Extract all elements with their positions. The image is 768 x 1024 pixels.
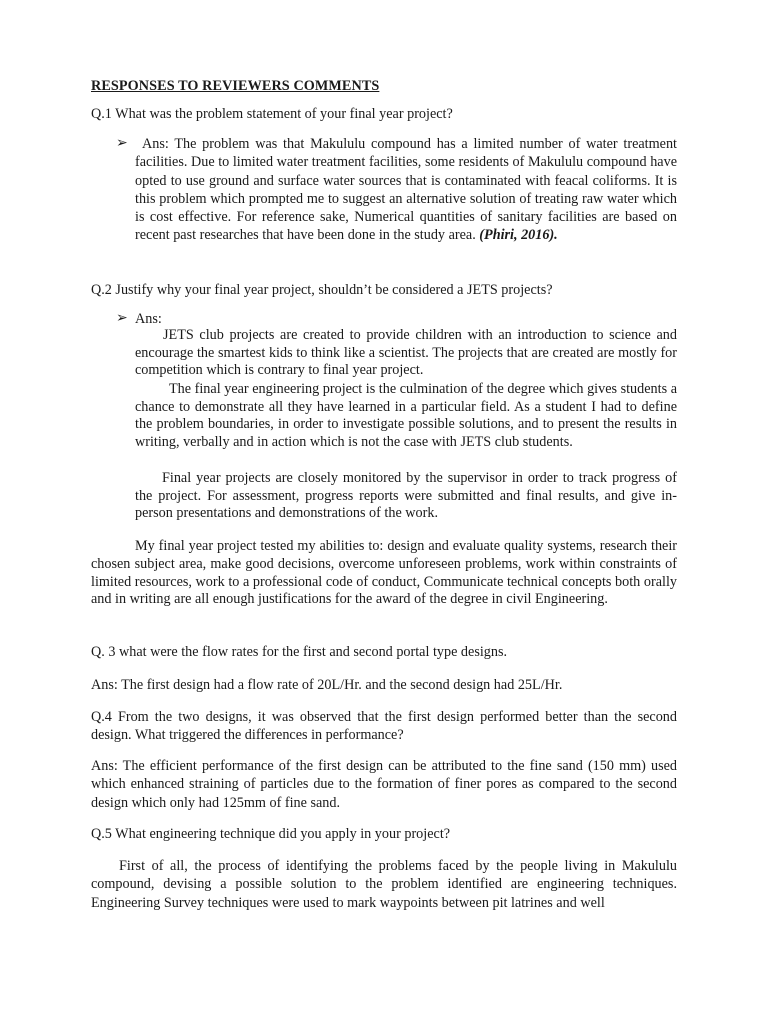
bullet-arrow-icon: ➢ xyxy=(116,136,128,151)
question-5: Q.5 What engineering technique did you apply in your project? xyxy=(91,826,451,842)
question-1: Q.1 What was the problem statement of your final year project? xyxy=(91,106,453,122)
document-heading: RESPONSES TO REVIEWERS COMMENTS xyxy=(91,78,380,94)
question-4: Q.4 From the two designs, it was observed that the first design performed better than the second design. What triggered the differences in performance? xyxy=(91,709,677,744)
answer-3: Ans: The first design had a flow rate of 20L/Hr. and the second design had 25L/Hr. xyxy=(91,677,563,693)
answer-1-text: Ans: The problem was that Makululu compound has a limited number of water treatment facilities. Due to limited water treatment facilities, some residents of Makululu compound have opted to use ground and surface water sources that is contaminated with feacal coliforms. It is this problem which prompted me to suggest an alternative solution of treating raw water which is cost effective. For reference sake, Numerical quantities of sanitary facilities are based on recent past researches that have been done in the study area. xyxy=(135,136,677,244)
answer-1-citation: (Phiri, 2016). xyxy=(479,227,558,244)
answer-2-paragraph-4: My final year project tested my abilities to: design and evaluate quality systems, research their chosen subject area, make good decisions, overcome unforeseen problems, work within constraints of limited resources, work to a professional code of conduct, Communicate technical concepts both orally and in writing are all enough justifications for the award of the degree in civil Engineering. xyxy=(91,538,677,608)
answer-4: Ans: The efficient performance of the first design can be attributed to the fine sand (150 mm) used which enhanced straining of particles due to the formation of finer pores as compared to the second design which only had 125mm of fine sand. xyxy=(91,758,677,811)
question-3: Q. 3 what were the flow rates for the first and second portal type designs. xyxy=(91,644,508,660)
answer-2-paragraph-2: The final year engineering project is the culmination of the degree which gives students a chance to demonstrate all they have learned in a particular field. As a student I had to define the problem boundaries, in order to investigate possible solutions, and to present the results in writing, verbally and in action which is not the case with JETS club students. xyxy=(135,381,677,450)
answer-2-paragraph-1: JETS club projects are created to provide children with an introduction to science and encourage the smartest kids to think like a scientist. The projects that are created are mostly for competition which is contrary to final year project. xyxy=(135,327,677,378)
question-2: Q.2 Justify why your final year project, shouldn’t be considered a JETS projects? xyxy=(91,282,553,298)
answer-2-label: Ans: xyxy=(135,311,162,327)
answer-2-paragraph-3: Final year projects are closely monitored by the supervisor in order to track progress of the project. For assessment, progress reports were submitted and final results, and give in-person presentations and demonstrations of the work. xyxy=(135,470,677,521)
bullet-arrow-icon: ➢ xyxy=(116,311,128,326)
answer-1 xyxy=(135,135,677,245)
answer-5: First of all, the process of identifying the problems faced by the people living in Makululu compound, devising a possible solution to the problem identified are engineering techniques. Engineering Survey techniques were used to mark waypoints between pit latrines and well xyxy=(91,858,677,911)
